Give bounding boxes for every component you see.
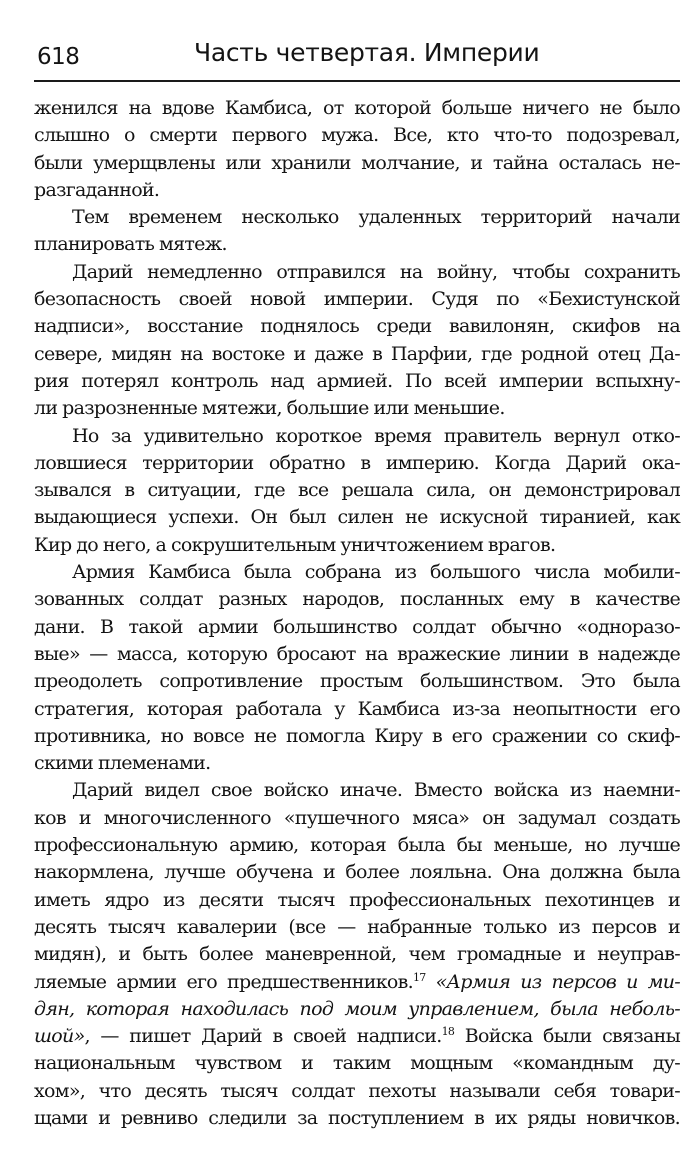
text-line: севере, мидян на востоке и даже в Парфии, где родной отец Да- bbox=[34, 342, 680, 365]
quote-attribution: , — пишет Дарий в своей надписи. bbox=[84, 1025, 442, 1048]
text-line: надписи», восстание поднялось среди вавилонян, скифов на bbox=[34, 315, 680, 338]
text-line: зованных солдат разных народов, посланных ему в качестве bbox=[34, 588, 680, 611]
text-line: зывался в ситуации, где все решала сила, он демонстрировал bbox=[34, 479, 680, 502]
text-line: ли разрозненные мятежи, большие или меньшие. bbox=[34, 397, 505, 420]
text-line: дани. В такой армии большинство солдат обычно «одноразо- bbox=[34, 615, 680, 638]
text-line: выдающиеся успехи. Он был силен не искусной тиранией, как bbox=[34, 506, 680, 529]
text-line: десять тысяч кавалерии (все — набранные только из персов и bbox=[34, 915, 680, 938]
text-line: скими племенами. bbox=[34, 752, 211, 775]
text-line: накормлена, лучше обучена и более лояльна. Она должна была bbox=[34, 861, 680, 884]
text-line: иметь ядро из десяти тысяч профессиональных пехотинцев и bbox=[34, 888, 680, 911]
text-line: Дарий видел свое войско иначе. Вместо войска из наемни- bbox=[72, 779, 680, 802]
paragraph bbox=[34, 259, 680, 423]
text-line: профессиональную армию, которая была бы меньше, но лучше bbox=[34, 834, 680, 857]
footnote-ref-17: 17 bbox=[412, 970, 426, 984]
quote-text: «Армия из персов и ми- bbox=[435, 970, 681, 993]
text-line: Кир до него, а сокрушительным уничтожением врагов. bbox=[34, 533, 556, 556]
body-text bbox=[34, 95, 680, 1132]
text-line: преодолеть сопротивление простым большинством. Это была bbox=[34, 670, 680, 693]
text-line: щами и ревниво следили за поступлением в их ряды новичков. bbox=[34, 1106, 680, 1129]
text-line: рия потерял контроль над армией. По всей империи вспыхну- bbox=[34, 369, 680, 392]
text-line: планировать мятеж. bbox=[34, 233, 227, 256]
text-line: Дарий немедленно отправился на войну, чтобы сохранить bbox=[72, 260, 680, 283]
page-number: 618 bbox=[37, 44, 80, 70]
text-line: хом», что десять тысяч солдат пехоты называли себя товари- bbox=[34, 1079, 680, 1102]
line-text: ляемые армии его предшественников. bbox=[34, 970, 413, 993]
text-line-quote-end bbox=[34, 1023, 680, 1050]
text-line: женился на вдове Камбиса, от которой больше ничего не было bbox=[34, 97, 680, 119]
paragraph bbox=[34, 95, 680, 204]
text-line: национальным чувством и таким мощным «командным ду- bbox=[34, 1052, 680, 1075]
text-line: стратегия, которая работала у Камбиса из-за неопытности его bbox=[34, 697, 680, 720]
text-line-quote: дян, которая находилась под моим управлением, была неболь- bbox=[34, 997, 680, 1020]
text-line: Но за удивительно короткое время правитель вернул отко- bbox=[72, 424, 680, 447]
page-header bbox=[34, 36, 680, 76]
book-page bbox=[34, 0, 680, 1160]
text-line: вые» — масса, которую бросают на вражеские линии в надежде bbox=[34, 642, 680, 665]
text-line-quote-start bbox=[34, 969, 680, 996]
line-text-tail: Войска были связаны bbox=[454, 1025, 681, 1048]
paragraph bbox=[34, 204, 680, 259]
running-head: Часть четвертая. Империи bbox=[194, 38, 540, 67]
text-line: Армия Камбиса была собрана из большого числа мобили- bbox=[72, 561, 680, 584]
text-line: Тем временем несколько удаленных территорий начали bbox=[72, 206, 680, 229]
paragraph bbox=[34, 559, 680, 777]
quote-text-end: шой» bbox=[34, 1025, 85, 1048]
text-line: мидян), и быть более маневренной, чем громадные и неуправ- bbox=[34, 943, 680, 966]
text-line: слышно о смерти первого мужа. Все, кто что-то подозревал, bbox=[34, 124, 680, 147]
text-line: ков и многочисленного «пушечного мяса» он задумал создать bbox=[34, 806, 680, 829]
text-line: безопасность своей новой империи. Судя по «Бехистунской bbox=[34, 288, 680, 311]
text-line: были умерщвлены или хранили молчание, и тайна осталась не- bbox=[34, 151, 680, 174]
text-line: разгаданной. bbox=[34, 178, 160, 201]
text-line: противника, но вовсе не помогла Киру в его сражении со скиф- bbox=[34, 724, 680, 747]
footnote-ref-18: 18 bbox=[441, 1025, 455, 1039]
paragraph bbox=[34, 423, 680, 559]
header-rule bbox=[34, 80, 680, 82]
text-line: ловшиеся территории обратно в империю. Когда Дарий ока- bbox=[34, 451, 680, 474]
paragraph bbox=[34, 777, 680, 968]
